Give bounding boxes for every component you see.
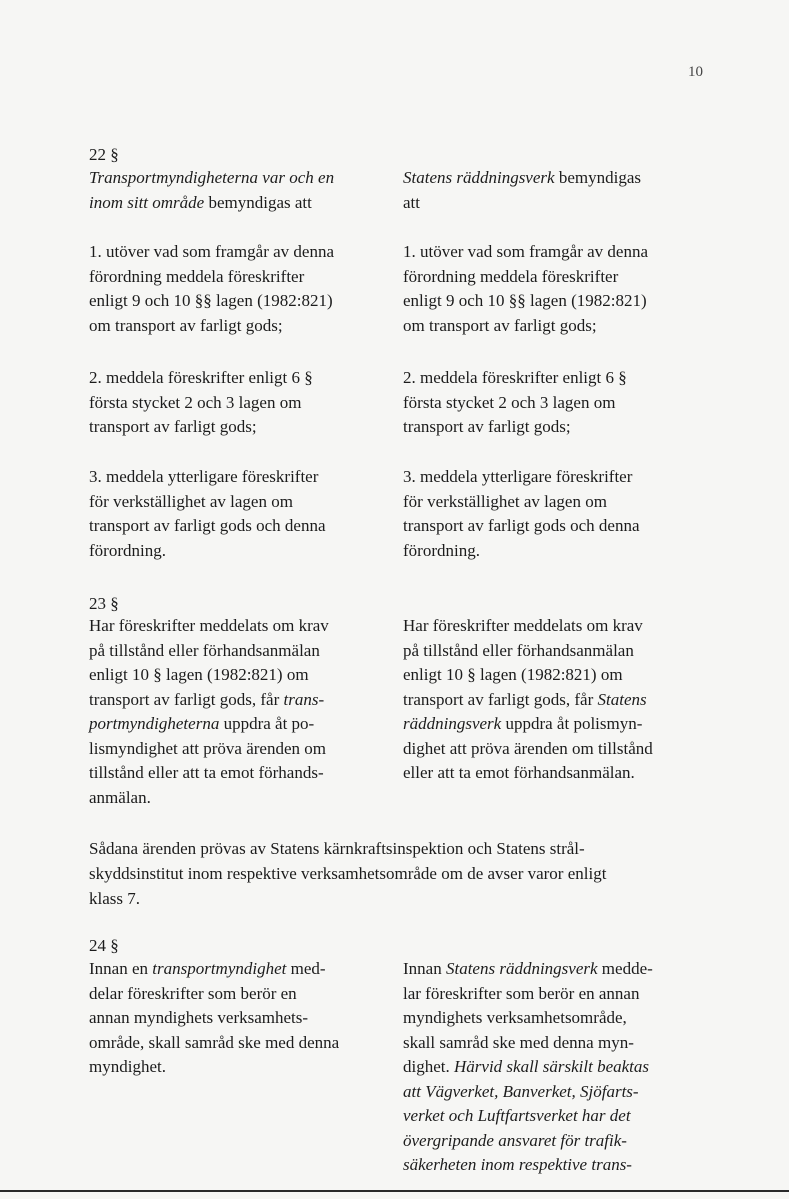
section-22-left-intro [89,166,334,215]
section-22-heading: 22 § [89,145,119,164]
text-line: transport av farligt gods; [403,417,571,436]
text-line: lismyndighet att pröva ärenden om [89,738,326,758]
section-22-right-item-3 [403,465,640,563]
section-24-left-text [89,957,339,1080]
section-23-right-text [403,614,653,786]
section-22-left-item-3 [89,465,326,563]
text-line: tillstånd eller att ta emot förhands- [89,763,324,782]
text-line: skyddsinstitut inom respektive verksamhetsområde om de avser varor enligt [89,864,607,883]
text-line: för verkställighet av lagen om [89,491,293,511]
text-line: inom sitt område bemyndigas att [89,192,312,212]
section-23-common-paragraph [89,836,606,911]
text-line: transport av farligt gods, får trans- [89,689,325,709]
text-line: skall samråd ske med denna myn- [403,1032,634,1052]
bottom-border-line [0,1190,789,1192]
text-line: 2. meddela föreskrifter enligt 6 § [403,368,627,387]
section-22-right-intro [403,166,641,215]
page-number: 10 [688,64,703,80]
text-line: transport av farligt gods, får Statens [403,689,647,709]
section-22-right-item-2 [403,366,627,440]
text-line: första stycket 2 och 3 lagen om [89,392,302,412]
text-line: på tillstånd eller förhandsanmälan [403,640,634,660]
text-line: delar föreskrifter som berör en [89,983,297,1003]
text-line: Har föreskrifter meddelats om krav [403,616,643,635]
text-line: enligt 10 § lagen (1982:821) om [89,665,309,684]
text-line: förordning. [89,540,166,560]
text-line: anmälan. [89,787,151,807]
section-22-left-item-1 [89,240,334,338]
section-24-heading: 24 § [89,936,119,955]
text-line: förordning meddela föreskrifter [89,266,305,286]
section-23-left-text [89,614,329,810]
text-line: om transport av farligt gods; [403,315,597,335]
text-line: portmyndigheterna uppdra åt po- [89,714,315,733]
text-line: Sådana ärenden prövas av Statens kärnkraftsinspektion och Statens strål- [89,839,585,858]
text-line: eller att ta emot förhandsanmälan. [403,763,635,782]
text-line: om transport av farligt gods; [89,315,283,335]
text-line: enligt 9 och 10 §§ lagen (1982:821) [403,291,647,310]
text-line: annan myndighets verksamhets- [89,1008,309,1027]
text-line: att [403,192,420,212]
text-line: transport av farligt gods och denna [89,516,326,535]
text-line: transport av farligt gods och denna [403,516,640,535]
section-22-left-item-2 [89,366,313,440]
text-line: 3. meddela ytterligare föreskrifter [403,467,633,486]
text-line: transport av farligt gods; [89,417,257,436]
text-line: myndighets verksamhetsområde, [403,1008,627,1027]
text-line: 3. meddela ytterligare föreskrifter [89,467,319,486]
text-line: verket och Luftfartsverket har det [403,1106,631,1125]
text-line: övergripande ansvaret för trafik- [403,1130,627,1150]
text-line: 2. meddela föreskrifter enligt 6 § [89,368,313,387]
text-line: dighet att pröva ärenden om tillstånd [403,738,653,758]
section-22-right-item-1 [403,240,648,338]
text-line: enligt 9 och 10 §§ lagen (1982:821) [89,291,333,310]
text-line: lar föreskrifter som berör en annan [403,983,640,1003]
text-line: Innan Statens räddningsverk medde- [403,959,653,978]
text-line: Innan en transportmyndighet med- [89,959,326,978]
text-line: förordning meddela föreskrifter [403,266,619,286]
section-24-right-text [403,957,653,1178]
text-line: på tillstånd eller förhandsanmälan [89,640,320,660]
text-line: Transportmyndigheterna var och en [89,168,335,187]
text-line: område, skall samråd ske med denna [89,1032,340,1052]
text-line: förordning. [403,540,480,560]
text-line: Har föreskrifter meddelats om krav [89,616,329,635]
text-line: första stycket 2 och 3 lagen om [403,392,616,412]
text-line: att Vägverket, Banverket, Sjöfarts- [403,1081,639,1101]
text-line: enligt 10 § lagen (1982:821) om [403,665,623,684]
text-line: för verkställighet av lagen om [403,491,607,511]
text-line: myndighet. [89,1057,166,1076]
text-line: Statens räddningsverk bemyndigas [403,168,641,187]
text-line: 1. utöver vad som framgår av denna [403,242,648,261]
text-line: klass 7. [89,889,140,908]
section-23-heading: 23 § [89,594,119,613]
text-line: säkerheten inom respektive trans- [403,1155,632,1174]
text-line: dighet. Härvid skall särskilt beaktas [403,1057,650,1076]
text-line: 1. utöver vad som framgår av denna [89,242,334,261]
text-line: räddningsverk uppdra åt polismyn- [403,714,643,733]
